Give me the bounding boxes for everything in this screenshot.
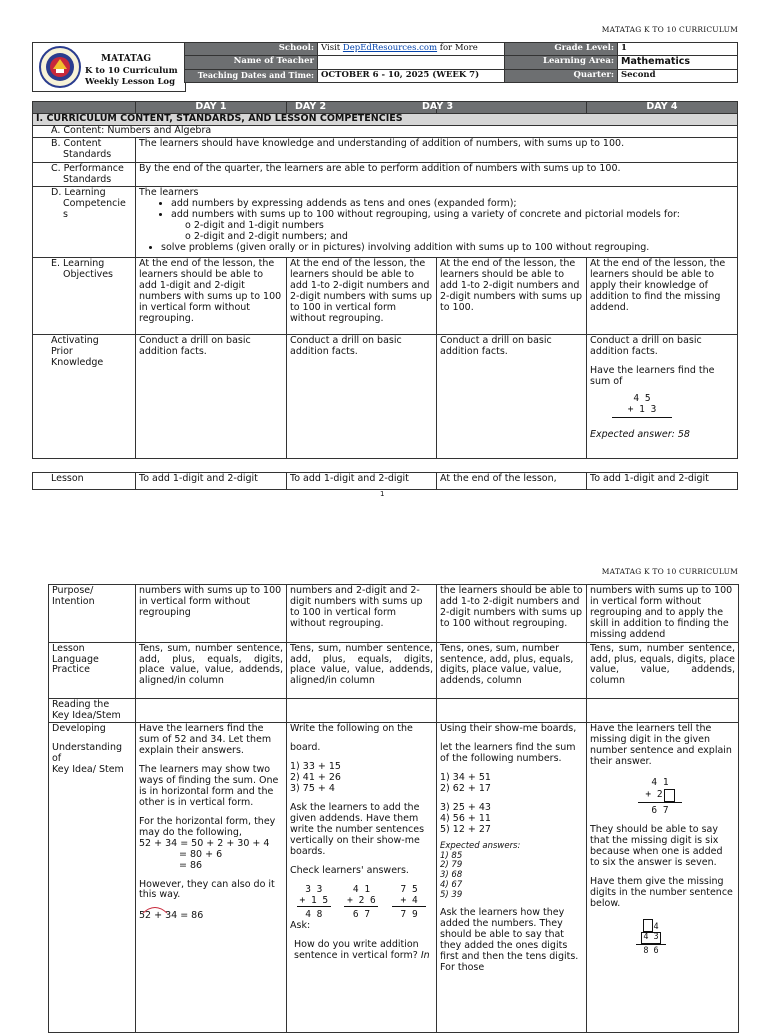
arc-annotation-icon — [141, 904, 169, 914]
lesson-label: Lesson — [33, 473, 136, 490]
curriculum-header: MATATAG K TO 10 CURRICULUM — [601, 567, 738, 576]
activating-day-2: Conduct a drill on basic addition facts. — [287, 335, 437, 459]
list-item: 3) 25 + 43 — [440, 802, 491, 814]
vertical-sum: 4 1 + 2 6 6 7 — [344, 885, 378, 922]
developing-day-3: Using their show-me boards, let the learners find the sum of the following numbers. 1) 34 + 51 2) 62 + 17 3) 25 + 43 4) 56 + 11 5) 12 + 27 Expected answers: 1) 85 2) 79 3) 68 4) 67 5) 39 Ask the learners how they added the numbers. They should be able to say that they added the ones digits first and then the tens digits. For those — [437, 723, 587, 1033]
section-1-heading: I. CURRICULUM CONTENT, STANDARDS, AND LESSON COMPETENCIES — [33, 113, 738, 125]
page-number: 1 — [380, 490, 385, 498]
school-value: Visit DepEdResources.com for More — [318, 43, 505, 56]
purpose-day-2: numbers and 2-digit and 2-digit numbers with sums up to 100 in vertical form without regrouping. — [287, 585, 437, 643]
lesson-day-2: To add 1-digit and 2-digit — [287, 473, 437, 490]
list-item: • solve problems (given orally or in pictures) involving addition with sums up to 100 without regrouping. — [161, 243, 734, 254]
dates-value: OCTOBER 6 - 10, 2025 (WEEK 7) — [318, 69, 505, 82]
developing-label: Developing Understanding of Key Idea/ Stem — [49, 723, 136, 1033]
list-item: 1) 34 + 51 — [440, 772, 491, 784]
developing-day-1: Have the learners find the sum of 52 and 34. Let them explain their answers. The learners may show two ways of finding the sum. One is in horizontal form and the other is in vertical form. For the horizontal form, they may do the following, 52 + 34 = 50 + 2 + 30 + 4 = 80 + 6 = 86 However, they can also do it this way. 52 + 34 = 86 — [136, 723, 287, 1033]
logo-subtitle: K to 10 Curriculum — [85, 66, 178, 76]
expected-answers: Expected answers: 1) 85 2) 79 3) 68 4) 67 5) 39 — [440, 840, 521, 900]
equation: = 80 + 6 — [179, 848, 223, 860]
missing-digits-problem: 4 4 3 8 6 — [636, 919, 666, 957]
activating-day-1: Conduct a drill on basic addition facts. — [136, 335, 287, 459]
list-item: 2) 41 + 26 — [290, 772, 341, 784]
missing-digit-problem: 4 1 + 2 6 7 — [638, 778, 682, 817]
teacher-label: Name of Teacher — [185, 56, 318, 70]
logo-subtitle-2: Weekly Lesson Log — [85, 77, 176, 87]
dates-label: Teaching Dates and Time: — [185, 69, 318, 82]
vertical-sum: 7 5 + 4 7 9 — [392, 885, 426, 922]
objectives-day-4: At the end of the lesson, the learners should be able to apply their knowledge of addition to find the missing addend. — [587, 258, 738, 335]
purpose-label: Purpose/ Intention — [49, 585, 136, 643]
list-item: 2) 62 + 17 — [440, 783, 491, 795]
language-day-1: Tens, sum, number sentence, add, plus, equals, digits, place value, value, addends, aligned/in column — [136, 642, 287, 698]
teacher-value — [318, 56, 505, 70]
page-2 — [0, 560, 768, 1024]
list-item: 3) 75 + 4 — [290, 783, 335, 795]
blank-box[interactable] — [664, 789, 675, 802]
competencies-list — [139, 199, 734, 221]
problem-list — [440, 773, 583, 836]
logo-block — [32, 42, 186, 92]
grade-label: Grade Level: — [505, 43, 618, 56]
activating-day-3: Conduct a drill on basic addition facts. — [437, 335, 587, 459]
vertical-addition: 4 5 + 1 3 — [612, 394, 672, 418]
objectives-day-3: At the end of the lesson, the learners should be able to add 1-to 2-digit numbers and 2-digit numbers with sums up to 100. — [437, 258, 587, 335]
objectives-label: E. Learning Objectives — [33, 258, 136, 335]
list-item: 4) 56 + 11 — [440, 812, 491, 824]
day-4-header: DAY 4 — [587, 102, 738, 114]
reading-label: Reading the Key Idea/Stem — [49, 698, 136, 723]
competencies-sublist — [139, 221, 734, 243]
activating-label: Activating Prior Knowledge — [33, 335, 136, 459]
language-day-4: Tens, sum, number sentence, add, plus, equals, digits, place value, value, addends, column — [587, 642, 739, 698]
list-item: • add numbers with sums up to 100 without regrouping, using a variety of concrete and pictorial models for: — [171, 210, 734, 221]
problem-list — [290, 762, 433, 795]
vertical-sum: 3 3 + 1 5 4 8 — [297, 885, 331, 922]
lesson-log-table — [32, 101, 738, 459]
performance-standards-label: C. Performance Standards — [33, 162, 136, 187]
school-label: School: — [185, 43, 318, 56]
content-standards-label: B. Content Standards — [33, 137, 136, 162]
language-day-3: Tens, ones, sum, number sentence, add, plus, equals, digits, place value, value, addends, column — [437, 642, 587, 698]
activating-day-4: Conduct a drill on basic addition facts. Have the learners find the sum of 4 5 + 1 3 Expected answer: 58 — [587, 335, 738, 459]
lesson-day-4: To add 1-digit and 2-digit — [587, 473, 738, 490]
day-1-header: DAY 1 — [136, 102, 287, 114]
equation: 52 + 34 = 50 + 2 + 30 + 4 — [139, 837, 270, 849]
list-item: • add numbers by expressing addends as tens and ones (expanded form); — [171, 199, 734, 210]
equation: = 86 — [179, 859, 203, 871]
competencies-intro: The learners — [139, 187, 199, 199]
depedresources-link[interactable]: DepEdResources.com — [342, 43, 438, 53]
header-info-table — [184, 42, 738, 83]
content-row: A. Content: Numbers and Algebra — [33, 125, 738, 137]
purpose-day-1: numbers with sums up to 100 in vertical form without regrouping — [136, 585, 287, 643]
language-label: Lesson Language Practice — [49, 642, 136, 698]
competencies-text — [136, 187, 738, 258]
list-item: 5) 12 + 27 — [440, 823, 491, 835]
performance-standards-text: By the end of the quarter, the learners are able to perform addition of numbers with sums up to 100. — [136, 162, 738, 187]
page-1 — [0, 0, 768, 500]
lesson-day-3: At the end of the lesson, — [437, 473, 587, 490]
regroup-equation: 52 + 34 = 86 — [139, 911, 283, 922]
lesson-log-table-continued — [48, 584, 739, 1033]
logo-title: MATATAG — [101, 54, 152, 64]
area-value: Mathematics — [618, 56, 738, 70]
list-item: 1) 33 + 15 — [290, 761, 341, 773]
objectives-day-1: At the end of the lesson, the learners should be able to add 1-digit and 2-digit numbers with sums up to 100 in vertical form without regrouping. — [136, 258, 287, 335]
purpose-day-4: numbers with sums up to 100 in vertical form without regrouping and to apply the skill in addition to finding the missing addend — [587, 585, 739, 643]
deped-seal-icon — [39, 46, 81, 88]
days-header-row — [33, 102, 738, 114]
developing-day-4: Have the learners tell the missing digit in the given number sentence and explain their answer. 4 1 + 2 6 7 They should be able to say that the missing digit is six because when one is added to six the answer is seven. Have them give the missing digits in the number sentence below. 4 4 3 8 6 — [587, 723, 739, 1033]
day-2-header: DAY 2 — [287, 102, 437, 114]
vertical-sums — [290, 885, 433, 922]
day-3-header: DAY 3 — [437, 102, 587, 114]
objectives-day-2: At the end of the lesson, the learners should be able to add 1-to 2-digit numbers and 2-digit numbers with sums up to 100 in vertical form without regrouping. — [287, 258, 437, 335]
quarter-label: Quarter: — [505, 69, 618, 82]
area-label: Learning Area: — [505, 56, 618, 70]
developing-day-2: Write the following on the board. 1) 33 + 15 2) 41 + 26 3) 75 + 4 Ask the learners to add the given addends. Have them write the number sentences vertically on their show-me boards. Check learners' answers. 3 3 + 1 5 4 8 4 1 + 2 6 6 7 7 5 + 4 7 9 Ask: How do you write addition sentence in vertical form? In — [287, 723, 437, 1033]
list-item: o 2-digit and 1-digit numbers — [185, 220, 324, 232]
purpose-day-3: the learners should be able to add 1-to 2-digit numbers and 2-digit numbers with sums up to 100 without regrouping. — [437, 585, 587, 643]
quarter-value: Second — [618, 69, 738, 82]
content-standards-text: The learners should have knowledge and understanding of addition of numbers, with sums up to 100. — [136, 137, 738, 162]
blank-box[interactable] — [643, 919, 653, 932]
curriculum-header: MATATAG K TO 10 CURRICULUM — [601, 25, 738, 34]
expected-answer: Expected answer: 58 — [590, 428, 690, 440]
lesson-row-table — [32, 472, 738, 490]
lesson-day-1: To add 1-digit and 2-digit — [136, 473, 287, 490]
grade-value: 1 — [618, 43, 738, 56]
competencies-label: D. Learning Competencie s — [33, 187, 136, 258]
list-item: o 2-digit and 2-digit numbers; and — [185, 231, 348, 243]
language-day-2: Tens, sum, number sentence, add, plus, equals, digits, place value, value, addends, aligned/in column — [287, 642, 437, 698]
